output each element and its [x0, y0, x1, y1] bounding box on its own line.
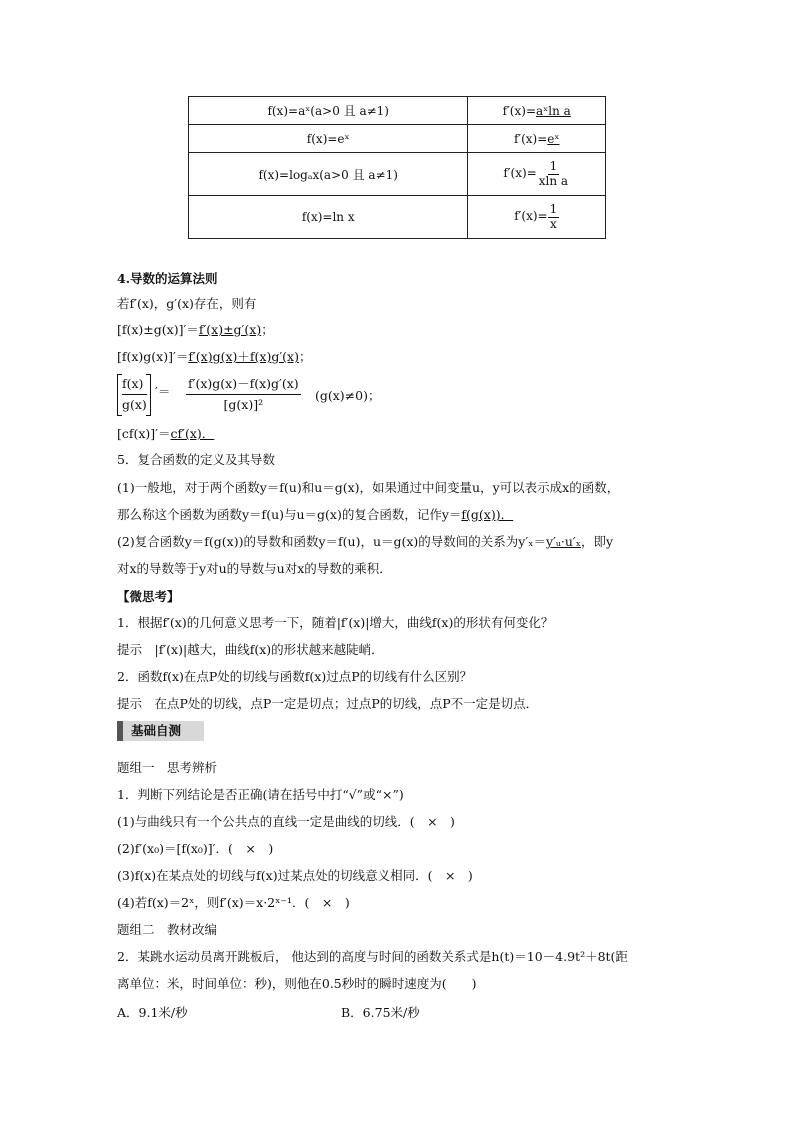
quotient-rhs: [186, 374, 301, 415]
fraction-numerator: f(x): [122, 374, 147, 395]
rule-prefix: [cf(x)]′＝: [117, 426, 171, 441]
table-cell-function: f(x)=aˣ(a>0 且 a≠1): [189, 97, 468, 125]
derivative-prefix: f′(x)=: [514, 209, 548, 224]
rule-prefix: [f(x)g(x)]′＝: [117, 349, 189, 364]
fraction-numerator: 1: [549, 202, 558, 217]
judgment-item: (2)f′(x₀)＝[f(x₀)]′．( × ): [117, 841, 274, 856]
table-cell-derivative: [468, 97, 606, 125]
group1-question: 1．判断下列结论是否正确(请在括号中打“√”或“×”): [117, 787, 404, 802]
rule-prefix: [f(x)±g(x)]′＝: [117, 322, 199, 337]
think-a1: 提示 |f′(x)|越大，曲线f(x)的形状越来越陡峭．: [117, 642, 384, 657]
quotient-lhs: [122, 374, 147, 415]
fraction-numerator: 1: [549, 159, 558, 174]
table-cell-function: f(x)=ln x: [189, 196, 468, 239]
table-row: [189, 196, 606, 239]
derivative-answer: eˣ: [547, 131, 560, 146]
think-q1: 1．根据f′(x)的几何意义思考一下，随着|f′(x)|增大，曲线f(x)的形状有何变化？: [117, 615, 554, 630]
table-cell-derivative: [468, 125, 606, 153]
rule-suffix: ；: [298, 349, 312, 364]
text: ，即y: [581, 534, 614, 549]
rule-suffix: ；: [261, 322, 274, 337]
section-banner: 基础自测: [117, 721, 204, 741]
derivative-table: [188, 96, 606, 239]
table-cell-function: f(x)=eˣ: [189, 125, 468, 153]
rule-sum: [117, 320, 274, 338]
rule-constant: [117, 424, 214, 442]
group2-question-line2: 离单位：米，时间单位：秒)，则他在0.5秒时的瞬时速度为( ): [117, 976, 477, 991]
think-heading: 【微思考】: [117, 589, 180, 604]
table-row: [189, 97, 606, 125]
text: (2)复合函数y＝f(g(x))的导数和函数y＝f(u)，u＝g(x)的导数间的关系为y′ₓ＝: [117, 534, 546, 549]
fraction: [537, 160, 570, 187]
derivative-answer: aˣln a: [536, 103, 571, 118]
fraction-denominator: g(x): [122, 397, 147, 412]
fraction-denominator: [g(x)]²: [223, 397, 264, 412]
section5-p2-line2: 对x的导数等于y对u的导数与u对x的导数的乘积．: [117, 561, 392, 576]
option-a: A．9.1米/秒: [117, 1005, 188, 1020]
fraction-denominator: x: [550, 216, 557, 231]
fraction: [548, 203, 560, 230]
answer: f(g(x))．: [461, 507, 514, 522]
section5-p1-line1: (1)一般地，对于两个函数y＝f(u)和u＝g(x)，如果通过中间变量u，y可以表示成x的函数，: [117, 480, 620, 495]
fraction-denominator: xln a: [538, 173, 569, 188]
section5-p1-line2: [117, 505, 513, 523]
group1-title: 题组一 思考辨析: [117, 760, 218, 775]
table-cell-derivative: [468, 196, 606, 239]
derivative-prefix: f′(x)=: [513, 131, 548, 146]
derivative-prefix: f′(x)=: [502, 103, 536, 118]
group2-question-line1: 2．某跳水运动员离开跳板后， 他达到的高度与时间的函数关系式是h(t)＝10－4.9t²＋8t(距: [117, 949, 628, 964]
rule-answer: f′(x)g(x)＋f(x)g′(x): [188, 349, 299, 364]
text: 那么称这个函数为函数y＝f(u)与u＝g(x)的复合函数，记作y＝: [117, 507, 462, 522]
fraction-numerator: f′(x)g(x)－f(x)g′(x): [186, 374, 301, 395]
think-q2: 2．函数f(x)在点P处的切线与函数f(x)过点P的切线有什么区别？: [117, 669, 473, 684]
table-cell-derivative: [468, 153, 606, 196]
quotient-prime: ′＝: [155, 384, 171, 399]
rule-answer: cf′(x)．: [170, 426, 215, 441]
answer: y′ᵤ·u′ₓ: [546, 534, 582, 549]
derivative-prefix: f′(x)=: [503, 166, 537, 181]
quotient-condition: (g(x)≠0)；: [315, 388, 381, 403]
judgment-item: (1)与曲线只有一个公共点的直线一定是曲线的切线．( × ): [117, 814, 455, 829]
table-row: [189, 125, 606, 153]
judgment-item: (3)f(x)在某点处的切线与f(x)过某点处的切线意义相同．( × ): [117, 868, 473, 883]
section5-p2-line1: [117, 532, 613, 550]
right-bracket: [146, 374, 151, 416]
think-a2: 提示 在点P处的切线，点P一定是切点；过点P的切线，点P不一定是切点．: [117, 696, 539, 711]
rule-product: [117, 347, 312, 365]
judgment-item: (4)若f(x)＝2ˣ，则f′(x)＝x·2ˣ⁻¹．( × ): [117, 895, 350, 910]
group2-title: 题组二 教材改编: [117, 922, 218, 937]
section4-intro: 若f′(x)，g′(x)存在，则有: [117, 296, 257, 311]
option-b: B．6.75米/秒: [341, 1005, 420, 1020]
section5-heading: 5．复合函数的定义及其导数: [117, 452, 275, 467]
section4-heading: 4.导数的运算法则: [117, 271, 218, 286]
table-cell-function: f(x)=logₐx(a>0 且 a≠1): [189, 153, 468, 196]
table-row: [189, 153, 606, 196]
rule-answer: f′(x)±g′(x): [198, 322, 262, 337]
